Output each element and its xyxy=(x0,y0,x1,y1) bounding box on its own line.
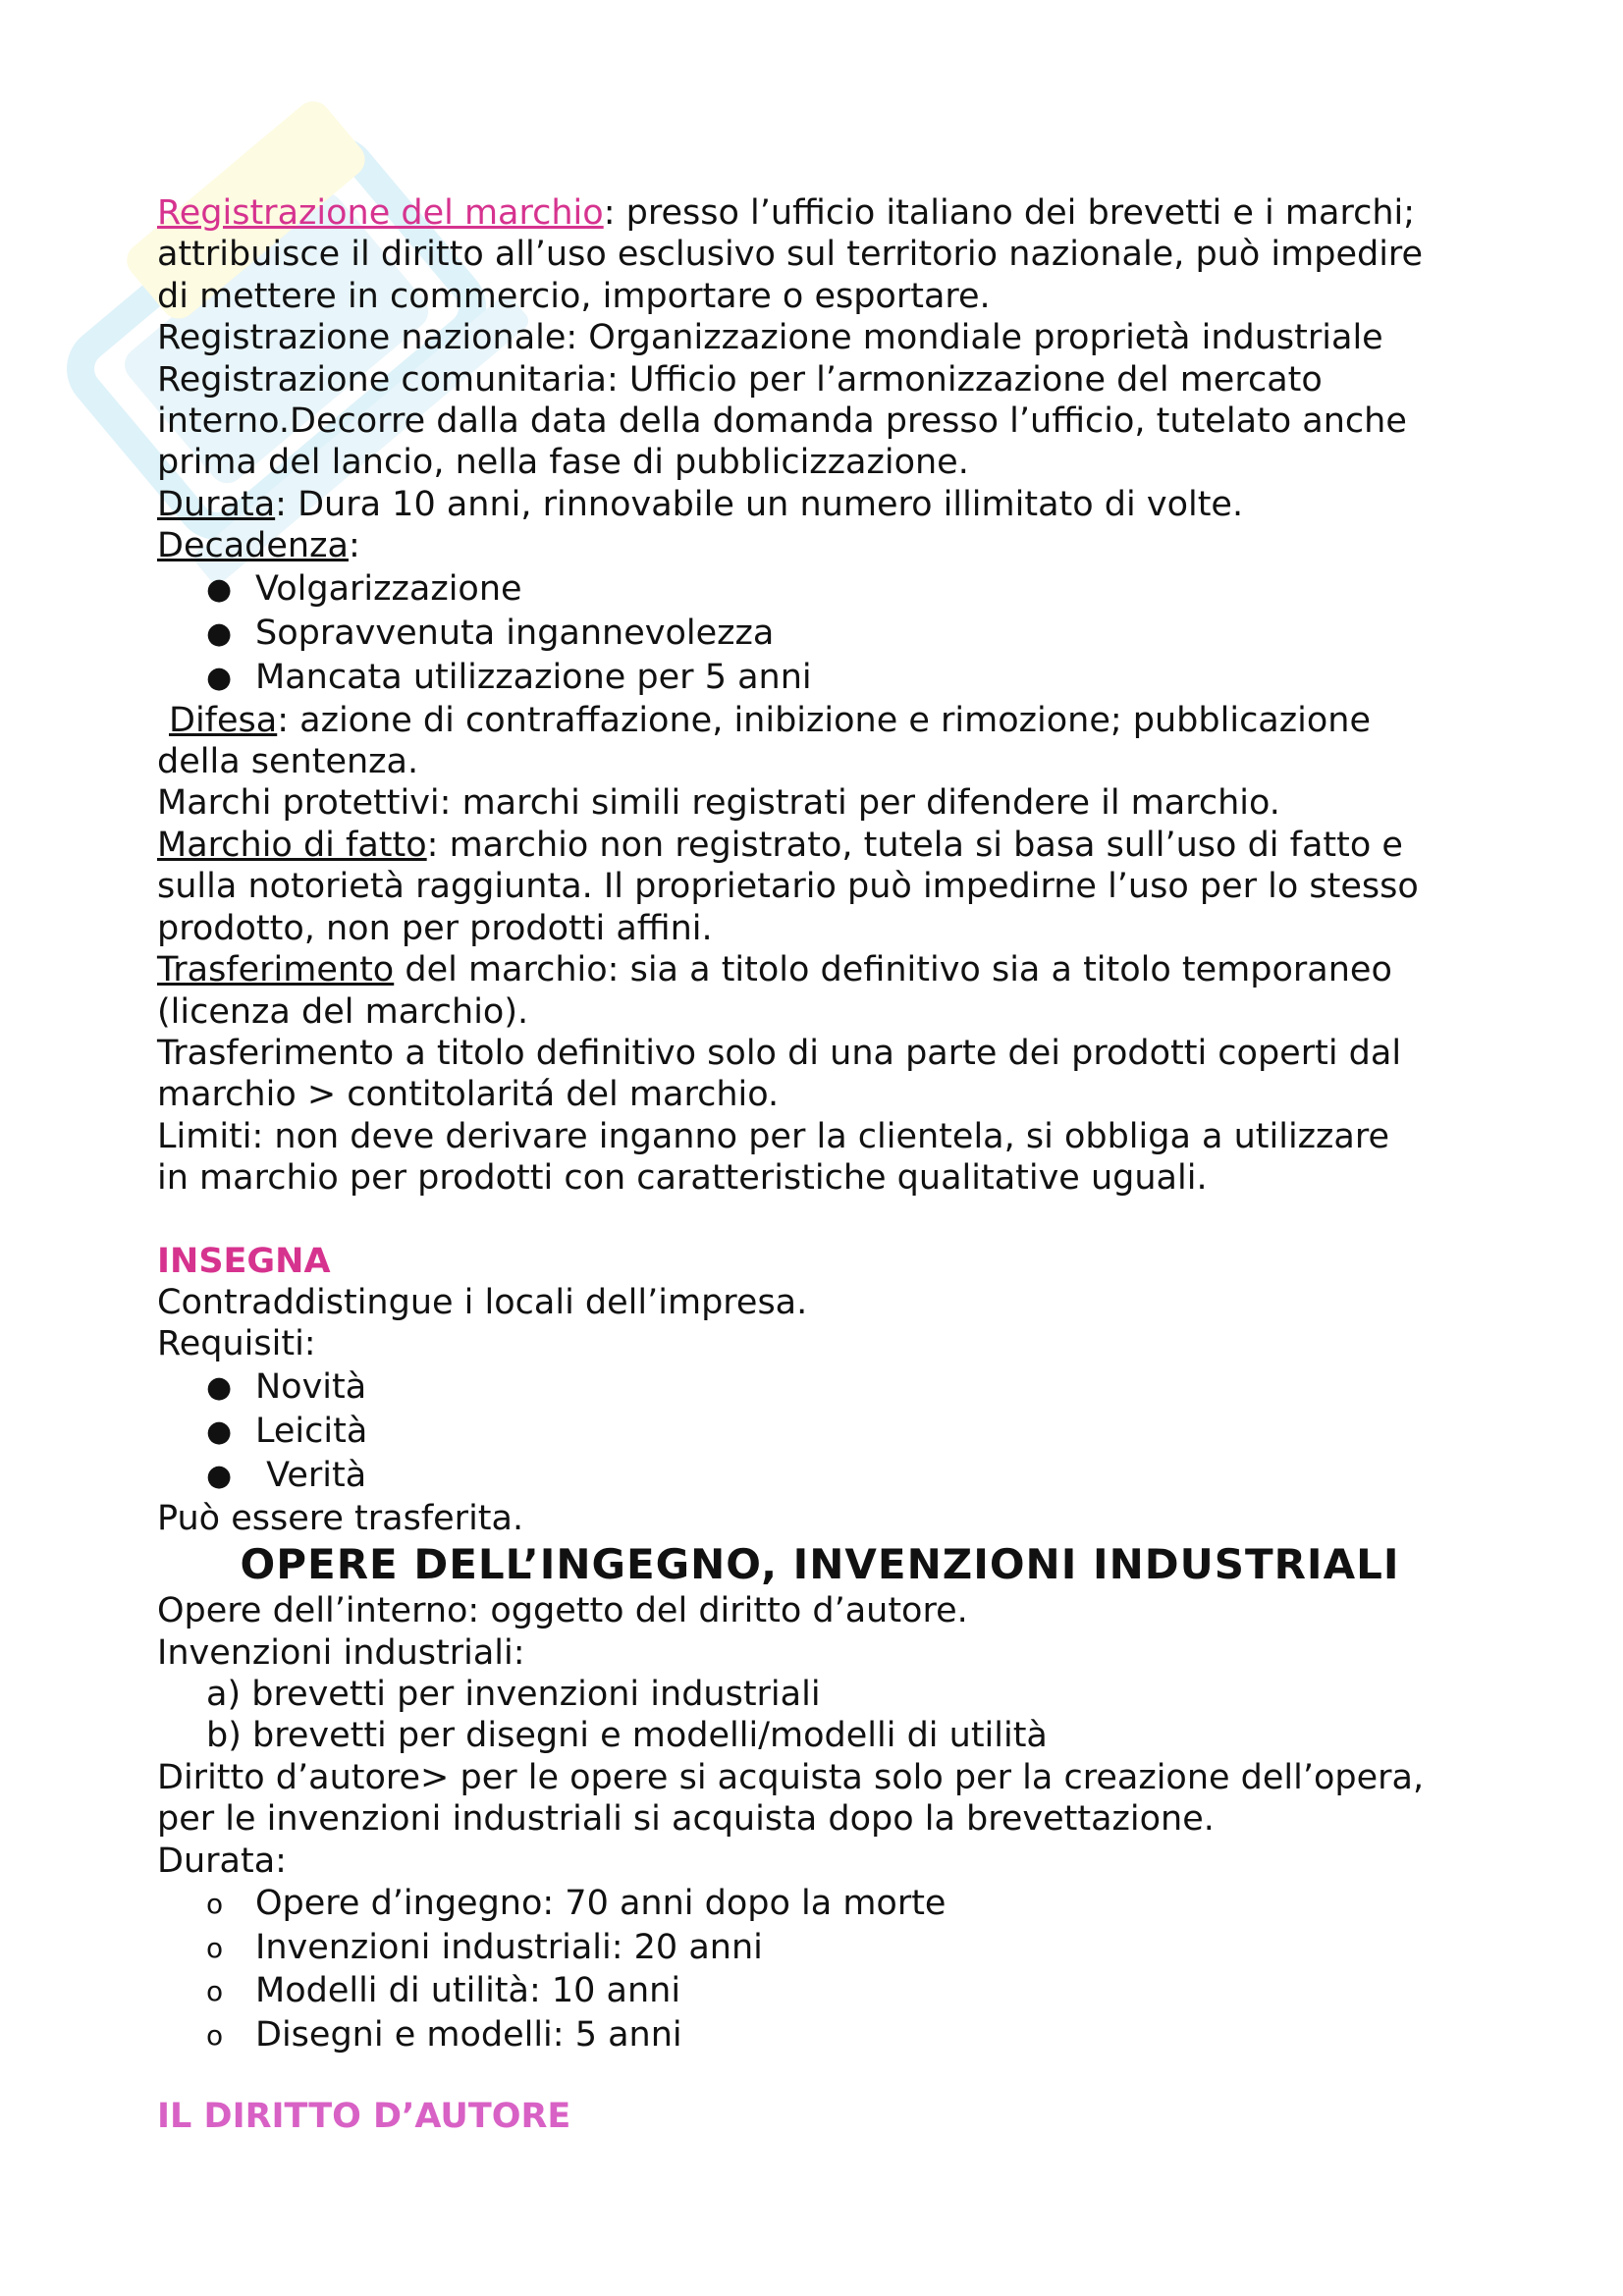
paragraph-line: per le invenzioni industriali si acquista dopo la brevettazione. xyxy=(157,1799,1215,1840)
diritto-autore-heading: IL DIRITTO D’AUTORE xyxy=(157,2097,571,2136)
circle-bullet-icon: o xyxy=(206,1931,224,1964)
durata-text: : Dura 10 anni, rinnovabile un numero illimitato di volte. xyxy=(275,484,1244,524)
difesa-line xyxy=(157,700,1483,741)
bullet-icon: ● xyxy=(206,615,233,651)
list-item-text: Leicità xyxy=(255,1411,368,1451)
bullet-icon: ● xyxy=(206,660,233,695)
circle-bullet-icon: o xyxy=(206,1975,224,2007)
bullet-icon: ● xyxy=(206,571,233,607)
paragraph-line: Limiti: non deve derivare inganno per la clientela, si obbliga a utilizzare xyxy=(157,1116,1390,1156)
list-item-text: Verità xyxy=(255,1455,367,1495)
paragraph-line: sulla notorietà raggiunta. Il proprietario può impedirne l’uso per lo stesso xyxy=(157,867,1419,907)
paragraph-line: prima del lancio, nella fase di pubblicizzazione. xyxy=(157,443,969,483)
circle-bullet-icon: o xyxy=(206,1888,224,1920)
list-item xyxy=(157,1410,1483,1454)
durata-label: Durata xyxy=(157,484,276,524)
trasferimento-label: Trasferimento xyxy=(157,950,395,990)
durata-line xyxy=(157,484,1483,525)
list-item xyxy=(157,1969,1483,2013)
decadenza-colon: : xyxy=(348,526,360,566)
paragraph-line: Opere dell’interno: oggetto del diritto d’autore. xyxy=(157,1591,968,1631)
paragraph-line: Diritto d’autore> per le opere si acquista solo per la creazione dell’opera, xyxy=(157,1757,1425,1797)
paragraph-line: attribuisce il diritto all’uso esclusivo sul territorio nazionale, può impedire xyxy=(157,235,1424,275)
list-item: a) brevetti per invenzioni industriali xyxy=(206,1674,821,1714)
list-item-text: Mancata utilizzazione per 5 anni xyxy=(255,657,812,697)
paragraph-line: Può essere trasferita. xyxy=(157,1498,524,1538)
bullet-icon: ● xyxy=(206,1458,233,1493)
difesa-text: : azione di contraffazione, inibizione e rimozione; pubblicazione xyxy=(277,700,1371,740)
insegna-heading: INSEGNA xyxy=(157,1241,331,1281)
list-item-text: Invenzioni industriali: 20 anni xyxy=(255,1927,763,1967)
document-body xyxy=(157,192,1483,2137)
list-item-text: Disegni e modelli: 5 anni xyxy=(255,2014,682,2055)
trasferimento-text: del marchio: sia a titolo definitivo sia a titolo temporaneo xyxy=(394,950,1392,990)
list-item-text: Sopravvenuta ingannevolezza xyxy=(255,613,775,653)
paragraph-line: di mettere in commercio, importare o esportare. xyxy=(157,276,991,316)
paragraph-line: prodotto, non per prodotti affini. xyxy=(157,908,713,948)
difesa-label: Difesa xyxy=(169,700,278,740)
list-item xyxy=(157,656,1483,700)
list-item xyxy=(157,567,1483,612)
list-item-text: Volgarizzazione xyxy=(255,568,522,609)
list-item-text: Opere d’ingegno: 70 anni dopo la morte xyxy=(255,1884,947,1923)
list-item xyxy=(157,1454,1483,1498)
reg-marchio-line xyxy=(157,192,1483,234)
paragraph-line: marchio > contitolaritá del marchio. xyxy=(157,1075,780,1115)
paragraph-line: interno.Decorre dalla data della domanda presso l’ufficio, tutelato anche xyxy=(157,401,1407,442)
marchi-protettivi-line: Marchi protettivi: marchi simili registrati per difendere il marchio. xyxy=(157,783,1280,824)
spacer xyxy=(157,2056,1483,2096)
reg-marchio-link[interactable]: Registrazione del marchio xyxy=(157,193,604,233)
reg-comunitaria-line: Registrazione comunitaria: Ufficio per l’armonizzazione del mercato xyxy=(157,359,1323,400)
paragraph-line: della sentenza. xyxy=(157,742,419,782)
reg-marchio-text: : presso l’ufficio italiano dei brevetti e i marchi; xyxy=(603,193,1416,233)
paragraph-line: (licenza del marchio). xyxy=(157,991,529,1032)
list-item xyxy=(157,2013,1483,2057)
marchio-fatto-text: : marchio non registrato, tutela si basa sull’uso di fatto e xyxy=(426,825,1403,865)
bullet-icon: ● xyxy=(206,1414,233,1449)
paragraph-line: Invenzioni industriali: xyxy=(157,1632,525,1673)
paragraph-line: Durata: xyxy=(157,1841,287,1881)
list-item-text: Modelli di utilità: 10 anni xyxy=(255,1971,681,2010)
paragraph-line: Trasferimento a titolo definitivo solo di una parte dei prodotti coperti dal xyxy=(157,1033,1402,1073)
list-item xyxy=(157,1882,1483,1926)
list-item-text: Novità xyxy=(255,1366,367,1407)
list-item xyxy=(157,612,1483,656)
spacer xyxy=(157,1200,1483,1241)
marchio-fatto-label: Marchio di fatto xyxy=(157,825,427,865)
circle-bullet-icon: o xyxy=(206,2018,224,2052)
list-item: b) brevetti per disegni e modelli/modelli di utilità xyxy=(206,1716,1048,1756)
reg-nazionale-line: Registrazione nazionale: Organizzazione mondiale proprietà industriale xyxy=(157,318,1383,358)
decadenza-label: Decadenza xyxy=(157,526,349,566)
list-item xyxy=(157,1365,1483,1410)
section-title: OPERE DELL’INGEGNO, INVENZIONI INDUSTRIALI xyxy=(240,1540,1400,1589)
paragraph-line: in marchio per prodotti con caratteristiche qualitative uguali. xyxy=(157,1158,1208,1199)
bullet-icon: ● xyxy=(206,1369,233,1405)
decadenza-line xyxy=(157,525,1483,566)
marchio-fatto-line xyxy=(157,825,1483,866)
paragraph-line: Requisiti: xyxy=(157,1324,316,1364)
paragraph-line: Contraddistingue i locali dell’impresa. xyxy=(157,1282,808,1322)
list-item xyxy=(157,1926,1483,1970)
trasferimento-line xyxy=(157,949,1483,990)
